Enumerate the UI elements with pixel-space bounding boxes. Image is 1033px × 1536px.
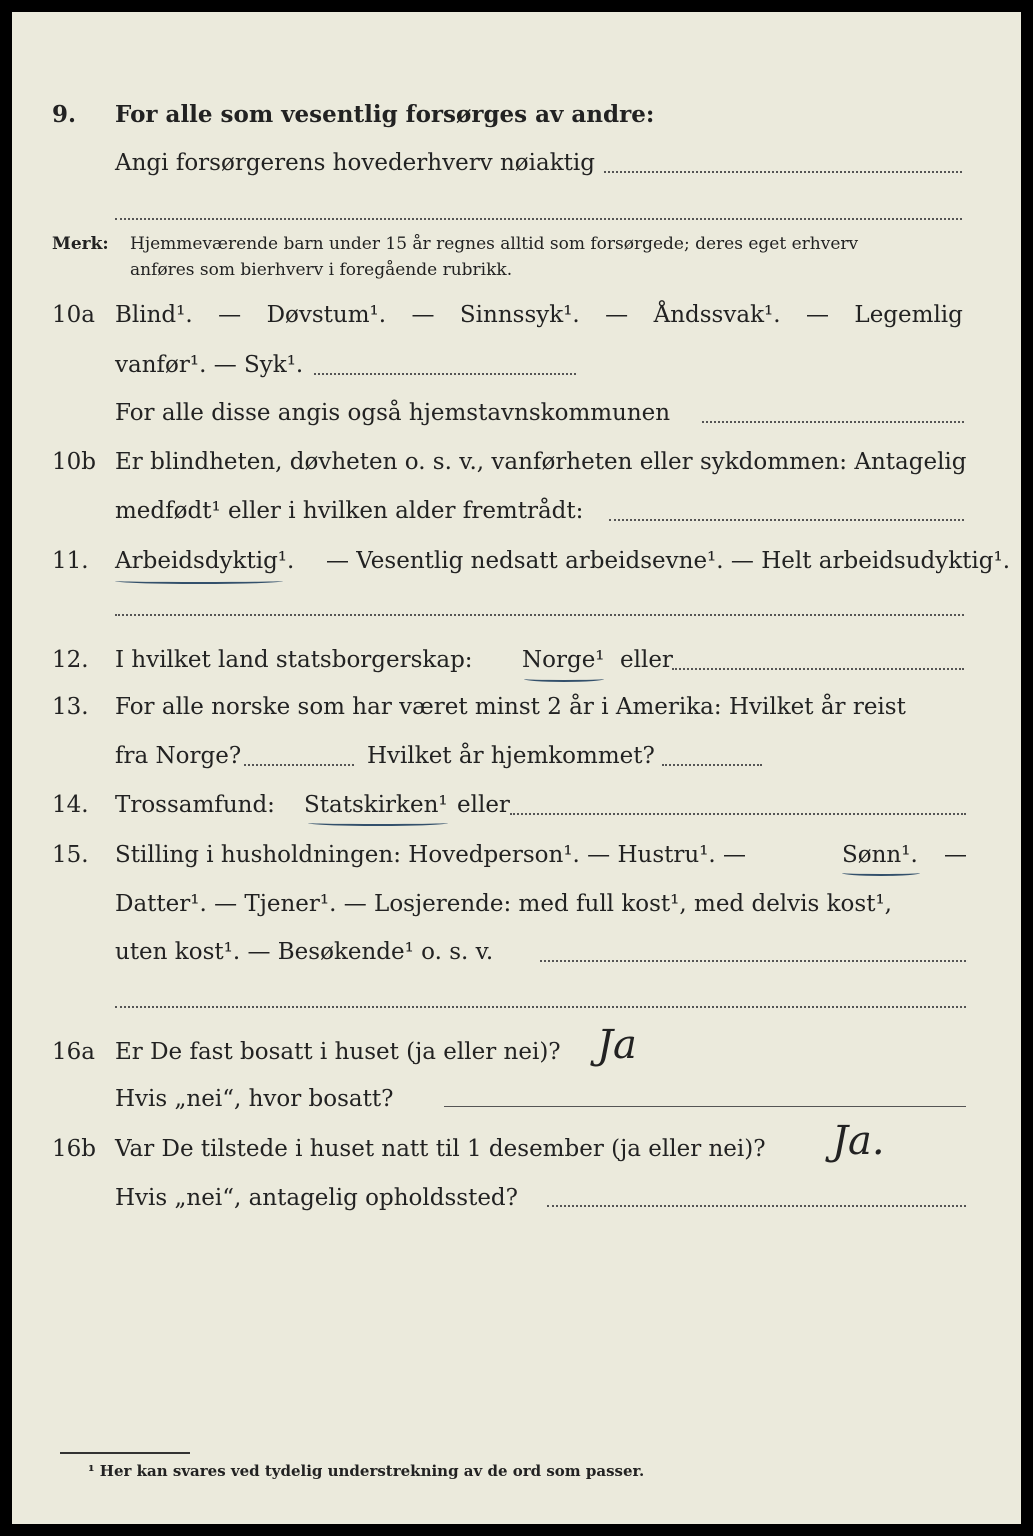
q13-row-2 [12,736,1021,776]
q15-text: Stilling i husholdningen: Hovedperson¹. — Hustru¹. — [115,842,747,868]
q16a-handwritten-answer: Ja [597,1022,637,1068]
q9-answer-line-2 [115,218,962,220]
merk-label: Merk: [52,234,109,254]
q10a-answer-line-2 [702,421,964,423]
q9-answer-line [604,171,962,173]
q12-text: I hvilket land statsborgerskap: [115,647,473,673]
q11-arbeidsdyktig: Arbeidsdyktig¹. [115,548,295,574]
q10a-andssvak: Åndssvak¹. [653,302,781,328]
q9-number: 9. [52,101,77,128]
q16a-number: 16a [52,1039,95,1065]
q10b-text: Er blindheten, døvheten o. s. v., vanførheten eller sykdommen: Antagelig [115,449,967,475]
q16b-number: 16b [52,1136,96,1162]
q10a-dash: — [411,302,435,328]
q10a-row-3 [12,393,1021,433]
census-form-page [12,12,1021,1524]
q11-number: 11. [52,548,89,574]
q15-row-3 [12,932,1021,972]
q10a-number: 10a [52,302,95,328]
q16a-answer-line [444,1106,966,1107]
q13-number: 13. [52,694,89,720]
q10b-number: 10b [52,449,96,475]
q16b-text: Var De tilstede i huset natt til 1 desember (ja eller nei)? [115,1136,766,1162]
q15-number: 15. [52,842,89,868]
q15-text-2: Datter¹. — Tjener¹. — Losjerende: med full kost¹, med delvis kost¹, [115,891,892,917]
q15-row [12,835,1021,875]
q9-row-2 [12,143,1021,183]
q13-answer-line-2 [662,764,762,766]
q13-fra-norge: fra Norge? [115,743,242,769]
q10a-dash: — [605,302,629,328]
q11-row [12,541,1021,581]
q13-answer-line [244,764,354,766]
q10a-legemlig: Legemlig [854,302,963,328]
q9-text-2: Angi forsørgerens hovederhverv nøiaktig [115,150,595,176]
q13-hjemkommet: Hvilket år hjemkommet? [367,743,655,769]
q15-underline-mark [842,870,920,876]
q14-eller: eller [457,792,510,818]
q10a-text-2: vanfør¹. — Syk¹. [115,352,304,378]
q10b-row [12,442,1021,482]
q14-row [12,785,1021,825]
q12-number: 12. [52,647,89,673]
q12-eller: eller [620,647,673,673]
q11-underline-mark [115,578,283,584]
q16a-text: Er De fast bosatt i huset (ja eller nei)? [115,1039,561,1065]
q15-answer-line-2 [115,1006,966,1008]
q14-underline-mark [308,820,448,826]
footnote: ¹ Her kan svares ved tydelig understrekning av de ord som passer. [88,1462,645,1480]
q13-row [12,687,1021,727]
q12-row [12,640,1021,680]
q11-text: — Vesentlig nedsatt arbeidsevne¹. — Helt arbeidsudyktig¹. [326,548,1011,574]
q15-answer-line [540,960,966,962]
q9-row [12,95,1021,135]
q15-text-3: uten kost¹. — Besøkende¹ o. s. v. [115,939,494,965]
q15-dash: — [944,842,967,868]
q10b-row-2 [12,491,1021,531]
footnote-rule [60,1452,190,1454]
merk-text: Hjemmeværende barn under 15 år regnes alltid som forsørgede; deres eget erhverv [130,234,859,254]
q10b-text-2: medfødt¹ eller i hvilken alder fremtrådt: [115,498,584,524]
q10a-text-3: For alle disse angis også hjemstavnskommunen [115,400,671,426]
q10a-blind: Blind¹. [115,302,193,328]
q10a-dash: — [218,302,242,328]
q14-number: 14. [52,792,89,818]
q10a-sinnssyk: Sinnssyk¹. [459,302,580,328]
q10a-row-2 [12,345,1021,385]
q12-answer-line [672,668,964,670]
q16b-text-2: Hvis „nei“, antagelig opholdssted? [115,1185,518,1211]
q10a-answer-line [314,373,576,375]
q10a-row [12,295,1021,335]
q10b-answer-line [609,519,964,521]
q15-sonn: Sønn¹. [842,842,918,868]
merk-text-2: anføres som bierhverv i foregående rubrikk. [130,260,513,280]
q10a-dovstum: Døvstum¹. [266,302,387,328]
q12-underline-mark [524,676,604,682]
q16b-row-2 [12,1178,1021,1218]
q10a-dash: — [805,302,829,328]
q14-answer-line [510,813,966,815]
q16a-row [12,1032,1021,1072]
q12-norge: Norge¹ [522,647,605,673]
q16b-answer-line [547,1205,966,1207]
q16a-text-2: Hvis „nei“, hvor bosatt? [115,1086,394,1112]
q14-text: Trossamfund: [115,792,275,818]
q9-text: For alle som vesentlig forsørges av andre: [115,101,655,128]
q13-text: For alle norske som har været minst 2 år i Amerika: Hvilket år reist [115,694,906,720]
q16a-row-2 [12,1079,1021,1119]
q14-statskirken: Statskirken¹ [304,792,448,818]
q15-row-2 [12,884,1021,924]
q11-answer-line [115,614,964,616]
q10a-options [115,295,963,335]
q16b-handwritten-answer: Ja. [832,1118,885,1164]
